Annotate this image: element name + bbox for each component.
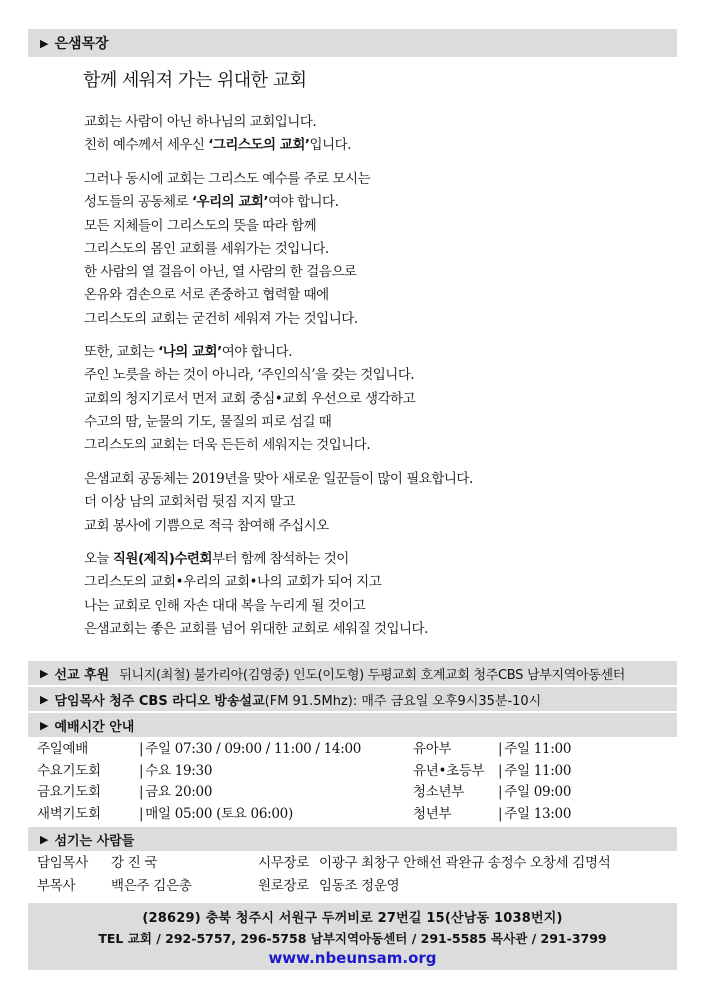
text-line: 그러나 동시에 교회는 그리스도 예수를 주로 모시는 — [84, 171, 371, 187]
text-line: 한 사람의 열 걸음이 아닌, 열 사람의 한 걸음으로 — [84, 264, 357, 281]
text-line: 그리스도의 교회는 더욱 든든히 세워지는 것입니다. — [84, 437, 371, 454]
staff-names: 이광구 최창구 안해선 곽완규 송정수 오창세 김명석 — [318, 855, 611, 871]
text-line: 은샘교회는 좋은 교회를 넘어 위대한 교회로 세워질 것입니다. — [84, 620, 428, 637]
text-line: 교회 봉사에 기쁨으로 적극 참여해 주십시오 — [84, 517, 329, 534]
schedule-time: 매일 05:00 (토요 06:00) — [145, 805, 293, 822]
schedule-row — [37, 739, 361, 761]
text-line: 은샘교회 공동체는 2019년을 맞아 새로운 일꾼들이 많이 필요합니다. — [84, 471, 473, 487]
radio-label: 담임목사 청주 CBS 라디오 방송설교 — [54, 693, 265, 709]
staff-row — [258, 875, 610, 898]
section-bar-worship — [28, 713, 677, 737]
staff-names: 임동조 정운영 — [318, 878, 400, 894]
text-span: 입니다. — [309, 137, 351, 154]
footer-address: (28629) 충북 청주시 서원구 두꺼비로 27번길 15(산남동 1038번지) — [142, 911, 563, 926]
schedule-label: 금요기도회 — [37, 784, 101, 800]
separator: | — [498, 784, 503, 800]
text-span: 여야 합니다. — [268, 194, 339, 211]
schedule-time: 주일 09:00 — [504, 784, 572, 800]
staff-label: 담임목사 — [37, 855, 88, 871]
schedule-time: 주일 07:30 / 09:00 / 11:00 / 14:00 — [145, 741, 362, 757]
text-line — [84, 191, 370, 214]
text-line: 수고의 땀, 눈물의 기도, 물질의 피로 섬길 때 — [84, 413, 332, 430]
section-bar-mission — [28, 661, 677, 685]
emphasis-text: ‘나의 교회’ — [158, 344, 222, 360]
schedule-label: 수요기도회 — [37, 762, 101, 779]
schedule-label: 유년•초등부 — [413, 762, 485, 779]
text-line: 주인 노릇을 하는 것이 아니라, ‘주인의식’을 갖는 것입니다. — [84, 367, 415, 384]
schedule-row — [413, 782, 571, 804]
separator: | — [498, 741, 503, 757]
worship-schedule-youth — [413, 739, 571, 825]
emphasis-text: 직원(제직)수련회 — [112, 551, 213, 567]
schedule-row — [37, 804, 361, 826]
mission-label: 선교 후원 — [54, 667, 110, 683]
staff-names: 백은주 김은총 — [111, 878, 192, 894]
schedule-label: 주일예배 — [37, 741, 88, 757]
text-line: 그리스도의 몸인 교회를 세워가는 것입니다. — [84, 240, 329, 257]
separator: | — [139, 784, 144, 800]
text-line: 교회의 청지기로서 먼저 교회 중심•교회 우선으로 생각하고 — [84, 390, 416, 407]
staff-row — [37, 875, 191, 898]
footer-website-link[interactable]: www.nbeunsam.org — [268, 949, 437, 967]
mission-list: 뒤니지(최철) 불가리아(김영중) 인도(이도형) 두평교회 호계교회 청주CBS 남부지역아동센터 — [119, 667, 626, 683]
sermon-paragraph-5 — [84, 548, 428, 641]
section-heading-sermon: 은샘목장 — [54, 36, 109, 52]
staff-elders — [258, 852, 610, 898]
schedule-label: 유아부 — [413, 741, 452, 757]
triangle-right-icon: ▶ — [40, 692, 49, 706]
schedule-time: 주일 11:00 — [504, 762, 572, 779]
sermon-paragraph-3 — [84, 341, 415, 457]
staff-label: 원로장로 — [258, 878, 309, 894]
separator: | — [498, 762, 503, 779]
schedule-time: 수요 19:30 — [145, 762, 213, 779]
schedule-label: 청소년부 — [413, 784, 464, 800]
schedule-row — [413, 761, 571, 783]
triangle-right-icon: ▶ — [40, 666, 49, 680]
separator: | — [498, 805, 503, 822]
text-span: 오늘 — [84, 551, 113, 567]
section-heading-staff: 섬기는 사람들 — [54, 833, 135, 849]
sermon-paragraph-4 — [84, 468, 473, 538]
text-line: 온유와 겸손으로 서로 존중하고 협력할 때에 — [84, 287, 329, 304]
schedule-time: 금요 20:00 — [145, 784, 213, 800]
emphasis-text: ‘우리의 교회’ — [191, 194, 269, 211]
text-span: 부터 함께 참석하는 것이 — [212, 551, 349, 567]
text-line: 모든 지체들이 그리스도의 뜻을 따라 함께 — [84, 217, 317, 234]
staff-label: 시무장로 — [258, 855, 309, 871]
schedule-row — [37, 761, 361, 783]
sermon-title: 함께 세워져 가는 위대한 교회 — [83, 70, 307, 91]
schedule-time: 주일 13:00 — [504, 805, 572, 822]
staff-label: 부목사 — [37, 878, 76, 894]
text-line: 그리스도의 교회는 굳건히 세워져 가는 것입니다. — [84, 310, 358, 327]
worship-schedule-adult — [37, 739, 361, 825]
schedule-row — [413, 804, 571, 826]
triangle-right-icon: ▶ — [40, 36, 49, 50]
sermon-paragraph-1 — [84, 111, 351, 158]
emphasis-text: ‘그리스도의 교회’ — [208, 137, 310, 154]
schedule-label: 새벽기도회 — [37, 805, 101, 822]
staff-pastors — [37, 852, 191, 898]
text-line: 교회는 사람이 아닌 하나님의 교회입니다. — [84, 114, 317, 130]
text-span: 친히 예수께서 세우신 — [84, 137, 209, 154]
schedule-time: 주일 11:00 — [504, 741, 572, 757]
text-line: 더 이상 남의 교회처럼 뒷짐 지지 말고 — [84, 494, 295, 511]
text-span: 성도들의 공동체로 — [84, 194, 192, 211]
section-bar-radio — [28, 687, 677, 711]
text-line: 나는 교회로 인해 자손 대대 복을 누리게 될 것이고 — [84, 597, 366, 614]
text-span: 또한, 교회는 — [84, 344, 159, 360]
radio-detail: (FM 91.5Mhz): 매주 금요일 오후9시35분-10시 — [264, 693, 542, 709]
section-bar-staff — [28, 827, 677, 851]
separator: | — [139, 805, 144, 822]
separator: | — [139, 762, 144, 779]
staff-row — [258, 852, 610, 875]
schedule-row — [37, 782, 361, 804]
text-line: 그리스도의 교회•우리의 교회•나의 교회가 되어 지고 — [84, 574, 382, 591]
triangle-right-icon: ▶ — [40, 832, 49, 846]
staff-names: 강 진 국 — [111, 855, 158, 871]
footer-tel: TEL 교회 / 292-5757, 296-5758 남부지역아동센터 / 291-5585 목사관 / 291-3799 — [98, 931, 607, 946]
text-span: 여야 합니다. — [221, 344, 293, 360]
text-line — [84, 341, 415, 364]
section-heading-worship: 예배시간 안내 — [54, 719, 135, 735]
schedule-label: 청년부 — [413, 805, 452, 822]
staff-row — [37, 852, 191, 875]
text-line — [84, 134, 351, 157]
section-bar-sermon — [28, 29, 677, 57]
separator: | — [139, 741, 144, 757]
triangle-right-icon: ▶ — [40, 718, 49, 732]
text-line — [84, 548, 428, 571]
footer — [28, 903, 677, 970]
schedule-row — [413, 739, 571, 761]
sermon-paragraph-2 — [84, 168, 370, 331]
